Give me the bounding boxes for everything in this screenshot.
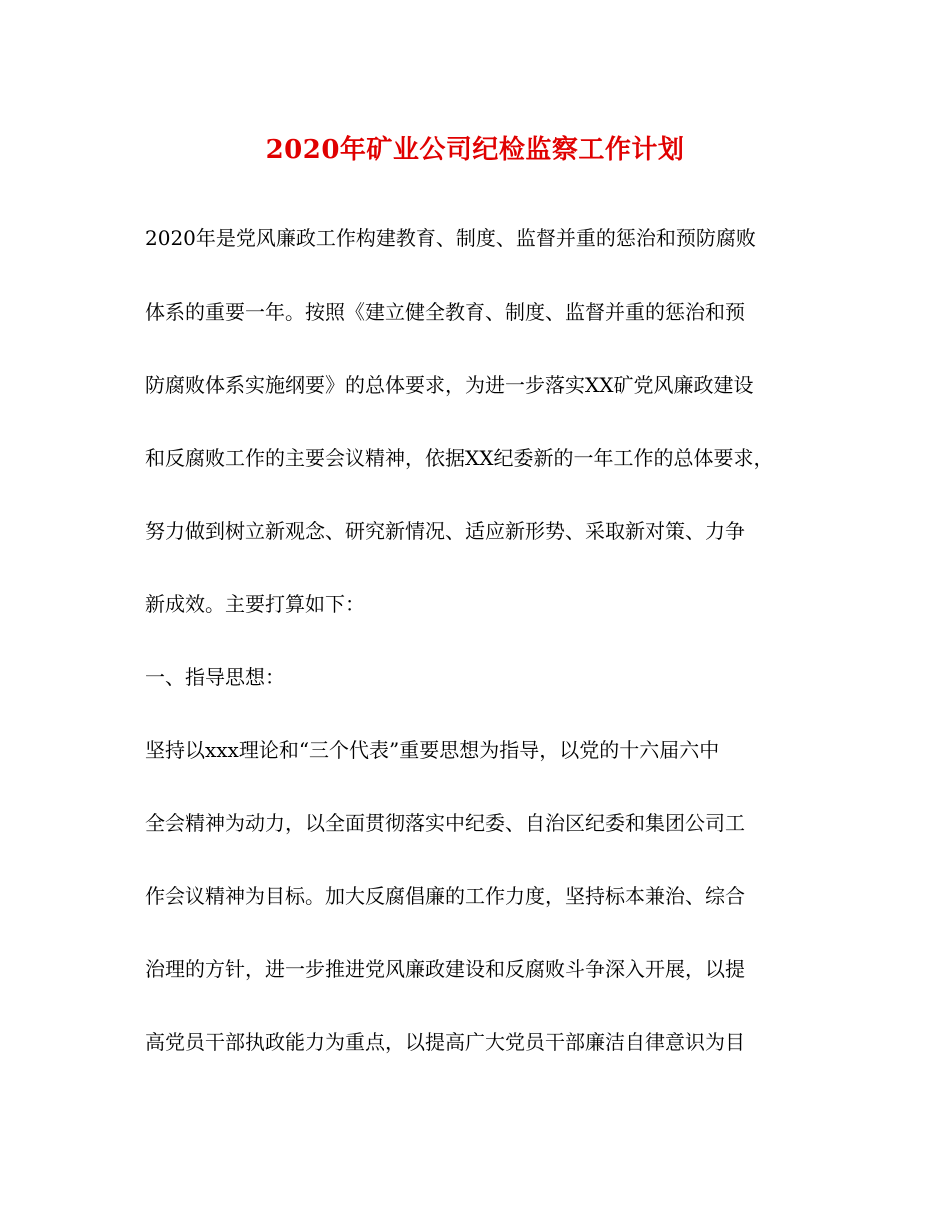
body-line-2: 体系的重要一年。按照《建立健全教育、制度、监督并重的惩治和预 xyxy=(145,300,745,324)
body-line-9: 全会精神为动力，以全面贯彻落实中纪委、自治区纪委和集团公司工 xyxy=(145,811,745,835)
body-line-1: 2020年是党风廉政工作构建教育、制度、监督并重的惩治和预防腐败 xyxy=(145,226,756,250)
body-line-12: 高党员干部执政能力为重点，以提高广大党员干部廉洁自律意识为目 xyxy=(145,1030,745,1054)
body-line-5: 努力做到树立新观念、研究新情况、适应新形势、采取新对策、力争 xyxy=(145,519,745,543)
body-line-4: 和反腐败工作的主要会议精神，依据XX纪委新的一年工作的总体要求， xyxy=(145,446,774,470)
section-heading-guiding-ideology: 一、指导思想： xyxy=(145,665,285,689)
body-line-6: 新成效。主要打算如下： xyxy=(145,592,365,616)
body-line-11: 治理的方针，进一步推进党风廉政建设和反腐败斗争深入开展，以提 xyxy=(145,957,745,981)
document-title: 2020年矿业公司纪检监察工作计划 xyxy=(265,135,685,165)
body-line-3: 防腐败体系实施纲要》的总体要求，为进一步落实XX矿党风廉政建设 xyxy=(145,373,754,397)
body-line-8: 坚持以xxx理论和“三个代表”重要思想为指导，以党的十六届六中 xyxy=(145,738,720,762)
body-line-10: 作会议精神为目标。加大反腐倡廉的工作力度，坚持标本兼治、综合 xyxy=(145,884,745,908)
